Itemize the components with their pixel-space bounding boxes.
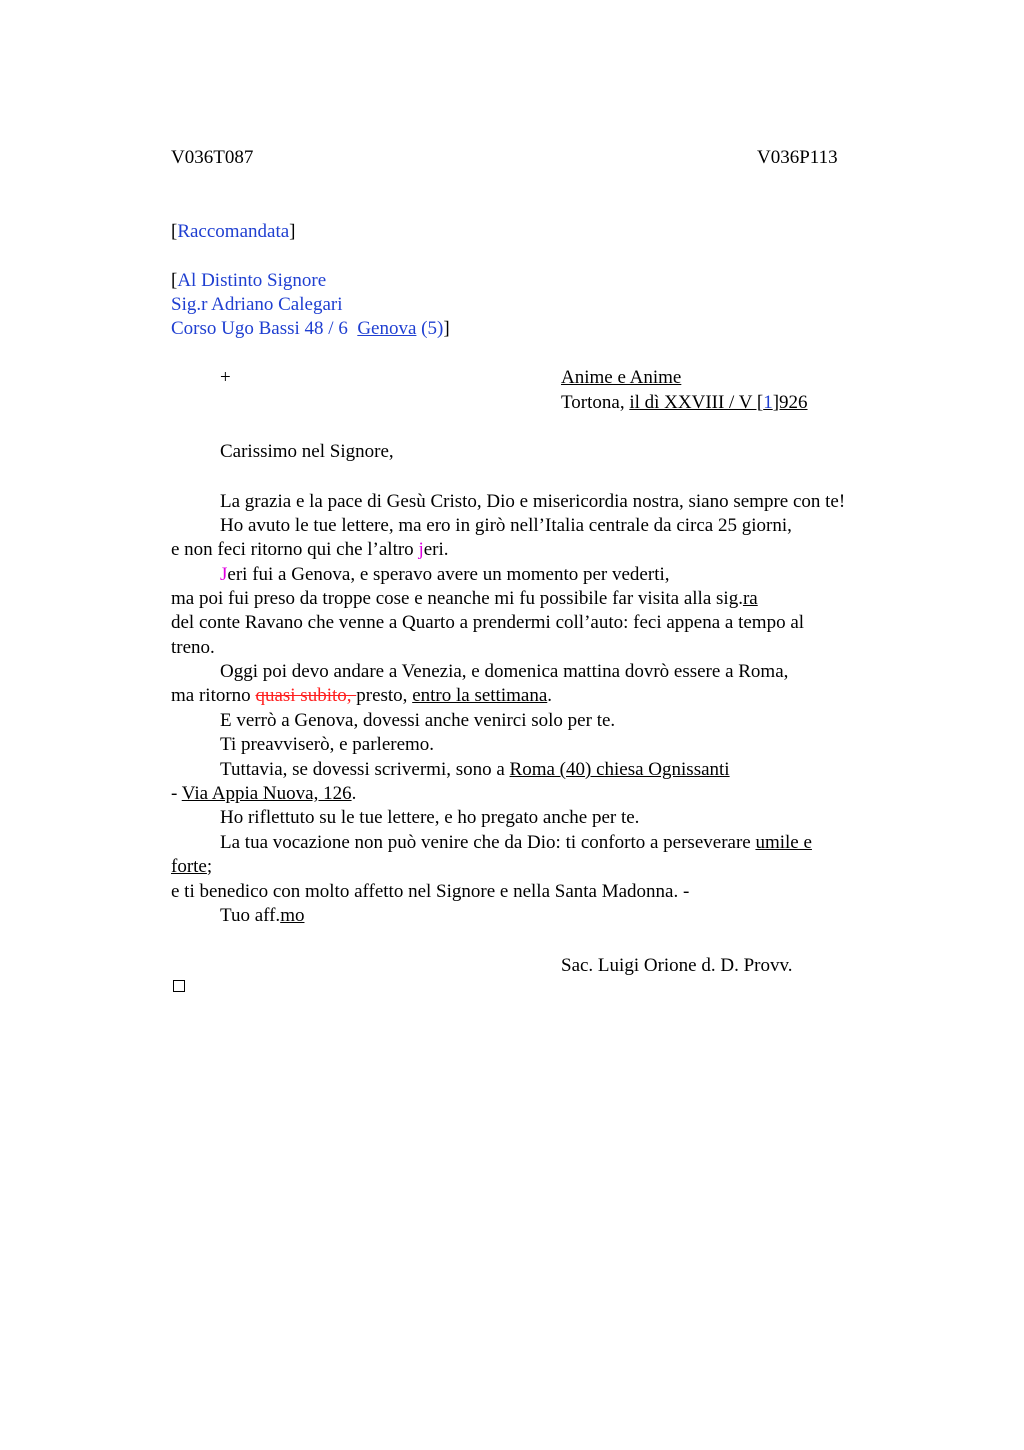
body-line-4-a: eri fui a Genova, e speravo avere un momento per vederti, xyxy=(227,564,670,585)
body-line-4 xyxy=(220,563,670,587)
body-line-12 xyxy=(220,758,730,782)
date-bracket-digit: 1 xyxy=(763,392,773,413)
body-line-4-j: J xyxy=(220,564,228,585)
body-line-1: La grazia e la pace di Gesù Cristo, Dio e misericordia nostra, siano sempre con te! xyxy=(220,491,846,512)
closing xyxy=(220,904,304,928)
body-line-16 xyxy=(171,855,212,879)
body-line-7: treno. xyxy=(171,637,215,658)
body-line-17: e ti benedico con molto affetto nel Signore e nella Santa Madonna. - xyxy=(171,881,690,902)
body-line-11: Ti preavviserò, e parleremo. xyxy=(220,734,435,755)
body-line-2: Ho avuto le tue lettere, ma ero in girò nell’Italia centrale da circa 25 giorni, xyxy=(220,515,792,536)
body-line-9-underlined: entro la settimana xyxy=(412,685,548,706)
date-part2: ]926 xyxy=(772,392,808,413)
date xyxy=(629,392,807,413)
closing-a: Tuo aff. xyxy=(220,905,281,926)
body-line-15-underlined: umile e xyxy=(755,832,812,853)
body-line-12-a: Tuttavia, se dovessi scrivermi, sono a xyxy=(220,759,510,780)
address-street: Corso Ugo Bassi 48 / 6 xyxy=(171,318,348,339)
body-line-3-j: j xyxy=(418,539,424,560)
closing-underlined: mo xyxy=(280,905,305,926)
struck-text: quasi subito, xyxy=(255,685,357,706)
body-line-13-b: . xyxy=(351,783,357,804)
body-line-13 xyxy=(171,782,356,806)
body-line-9 xyxy=(171,684,552,708)
body-line-9-c: . xyxy=(547,685,552,706)
body-line-13-underlined: Via Appia Nuova, 126 xyxy=(181,783,352,804)
place: Tortona, xyxy=(561,392,625,413)
body-line-3-b: eri. xyxy=(423,539,449,560)
cross-symbol: + xyxy=(220,367,231,388)
date-part1: il dì XXVIII / V [ xyxy=(629,392,764,413)
body-line-15-a: La tua vocazione non può venire che da Dio: ti conforto a perseverare xyxy=(220,832,756,853)
address-line: Corso Ugo Bassi 48 / 6 Genova (5)] xyxy=(171,318,450,339)
body-line-16-b: ; xyxy=(206,856,213,877)
signature: Sac. Luigi Orione d. D. Provv. xyxy=(561,955,793,976)
end-marker-box xyxy=(173,980,185,992)
body-line-14: Ho riflettuto su le tue lettere, e ho pregato anche per te. xyxy=(220,807,640,828)
addressee-line1-text: Al Distinto Signore xyxy=(177,270,327,291)
registered-text: Raccomandata xyxy=(177,221,290,242)
body-line-5 xyxy=(171,587,758,611)
body-line-5-a: ma poi fui preso da troppe cose e neanche mi fu possibile far visita alla sig. xyxy=(171,588,743,609)
body-line-10: E verrò a Genova, dovessi anche venirci solo per te. xyxy=(220,710,616,731)
place-date xyxy=(561,391,808,415)
addressee-line1: [Al Distinto Signore xyxy=(171,270,327,291)
body-line-12-underlined: Roma (40) chiesa Ognissanti xyxy=(509,759,730,780)
document-code-left: V036T087 xyxy=(171,147,254,168)
body-line-6: del conte Ravano che venne a Quarto a prendermi coll’auto: feci appena a tempo al xyxy=(171,612,805,633)
body-line-16-underlined: forte xyxy=(171,856,207,877)
document-code-right: V036P113 xyxy=(757,147,838,168)
address-city: Genova xyxy=(357,318,417,339)
body-line-9-a: ma ritorno xyxy=(171,685,256,706)
registered-note: [Raccomandata] xyxy=(171,221,296,242)
body-line-3-a: e non feci ritorno qui che l’altro xyxy=(171,539,419,560)
motto: Anime e Anime xyxy=(561,367,682,388)
address-zone: (5) xyxy=(421,318,444,339)
body-line-3 xyxy=(171,538,449,562)
body-line-13-a: - xyxy=(171,783,182,804)
body-line-8: Oggi poi devo andare a Venezia, e domenica mattina dovrò essere a Roma, xyxy=(220,661,789,682)
body-line-5-ra: ra xyxy=(742,588,758,609)
body-line-9-b: presto, xyxy=(356,685,413,706)
body-line-15 xyxy=(220,831,812,855)
salutation: Carissimo nel Signore, xyxy=(220,441,394,462)
addressee-line2: Sig.r Adriano Calegari xyxy=(171,294,343,315)
